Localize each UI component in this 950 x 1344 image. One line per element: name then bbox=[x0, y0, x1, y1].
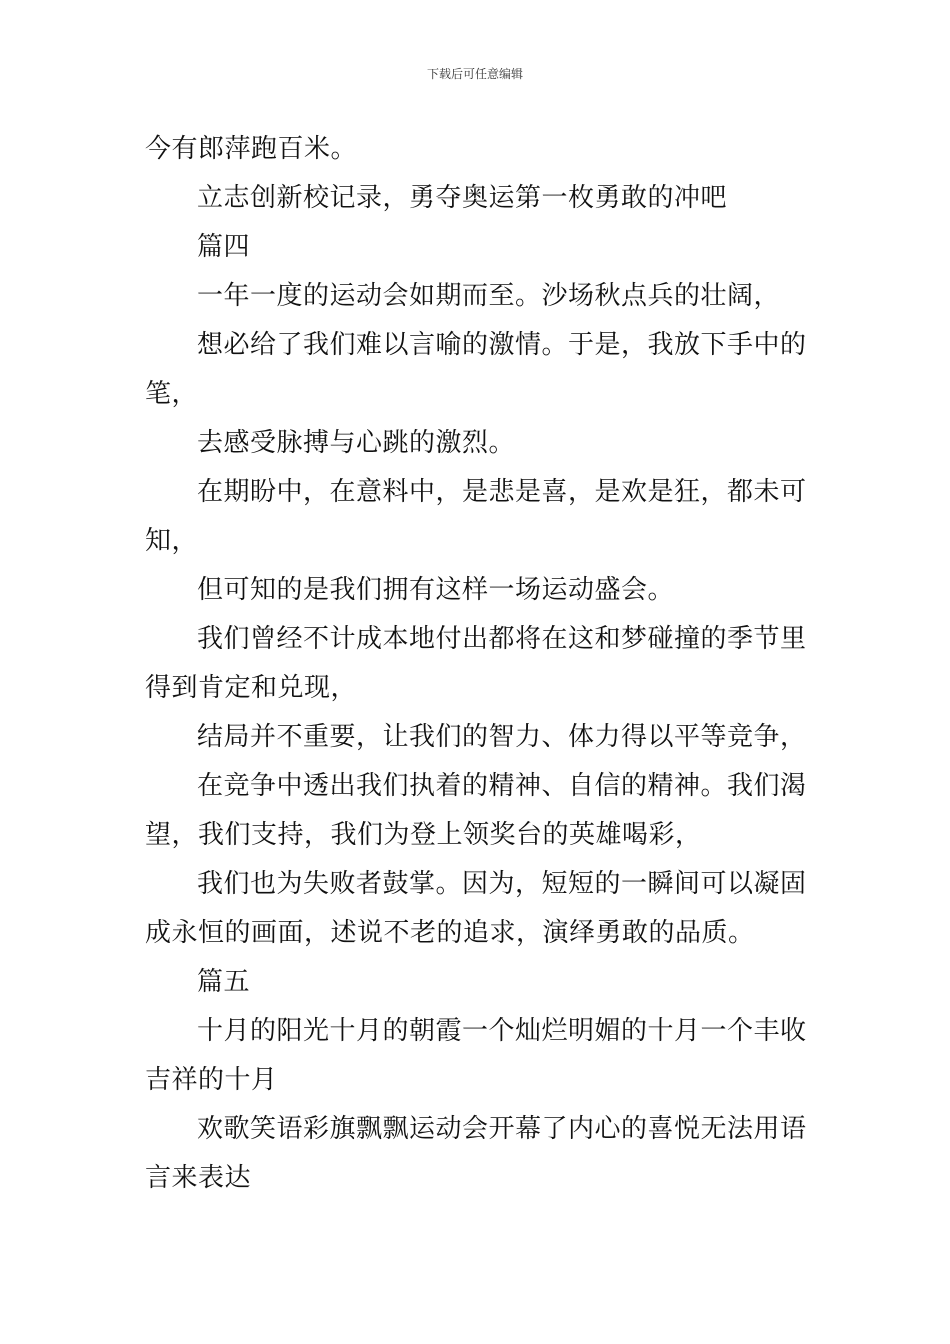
text-line: 立志创新校记录，勇夺奥运第一枚勇敢的冲吧 bbox=[197, 183, 728, 213]
text-line: 去感受脉搏与心跳的激烈。 bbox=[197, 428, 516, 458]
text-line: 言来表达 bbox=[145, 1163, 252, 1193]
text-line: 我们也为失败者鼓掌。因为，短短的一瞬间可以凝固 bbox=[197, 869, 807, 899]
text-line: 欢歌笑语彩旗飘飘运动会开幕了内心的喜悦无法用语 bbox=[197, 1114, 807, 1144]
text-line: 我们曾经不计成本地付出都将在这和梦碰撞的季节里 bbox=[197, 624, 807, 654]
text-line: 望，我们支持，我们为登上领奖台的英雄喝彩， bbox=[145, 820, 702, 850]
text-line: 在竞争中透出我们执着的精神、自信的精神。我们渴 bbox=[197, 771, 807, 801]
text-line: 但可知的是我们拥有这样一场运动盛会。 bbox=[197, 575, 675, 605]
text-line: 十月的阳光十月的朝霞一个灿烂明媚的十月一个丰收 bbox=[197, 1016, 807, 1046]
text-line: 想必给了我们难以言喻的激情。于是，我放下手中的 bbox=[197, 330, 807, 360]
text-line: 得到肯定和兑现， bbox=[145, 673, 358, 703]
section-heading: 篇四 bbox=[197, 232, 251, 262]
document-body bbox=[145, 125, 810, 1203]
text-line: 笔， bbox=[145, 379, 199, 409]
text-line: 一年一度的运动会如期而至。沙场秋点兵的壮阔， bbox=[197, 281, 781, 311]
text-line: 在期盼中，在意料中，是悲是喜，是欢是狂，都未可 bbox=[197, 477, 807, 507]
page-header-note: 下载后可任意编辑 bbox=[426, 67, 523, 81]
text-line: 成永恒的画面，述说不老的追求，演绎勇敢的品质。 bbox=[145, 918, 755, 948]
section-heading: 篇五 bbox=[197, 967, 251, 997]
text-line: 知， bbox=[145, 526, 199, 556]
text-line: 今有郎萍跑百米。 bbox=[145, 134, 358, 164]
text-line: 结局并不重要，让我们的智力、体力得以平等竞争， bbox=[197, 722, 807, 752]
text-line: 吉祥的十月 bbox=[145, 1065, 278, 1095]
